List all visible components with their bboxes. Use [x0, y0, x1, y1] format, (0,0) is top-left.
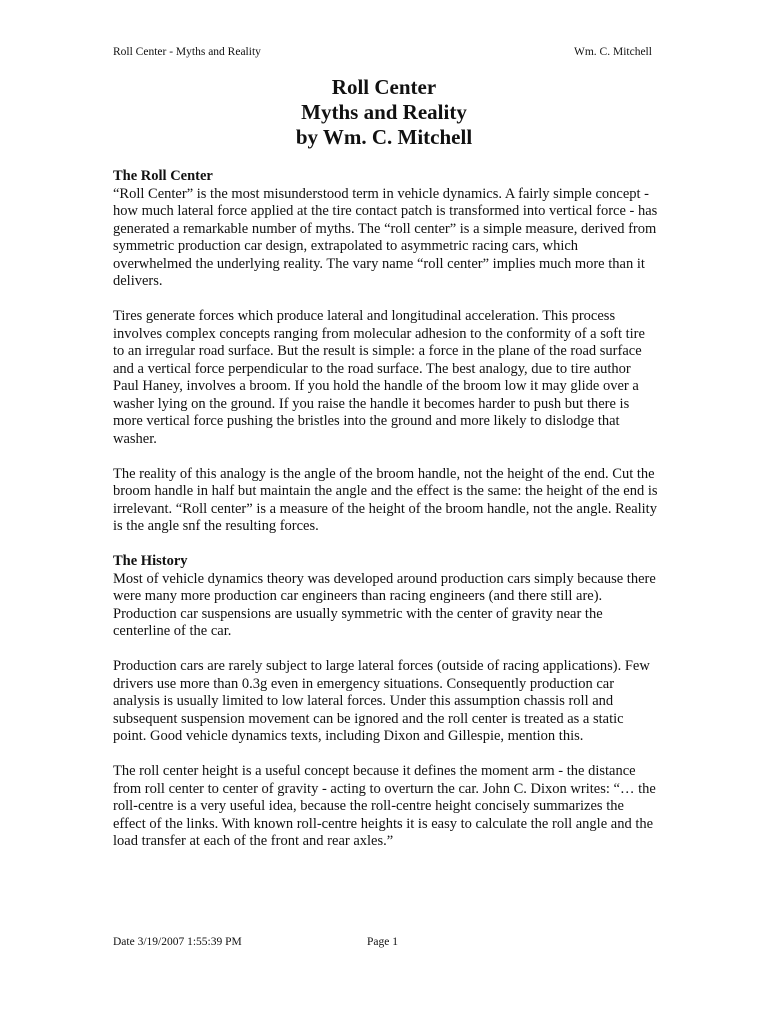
section-heading: The Roll Center: [113, 168, 213, 184]
paragraph: Most of vehicle dynamics theory was developed around production cars simply because there were many more production car engineers than racing engineers (and there still are). Production car suspensions are usually symmetric with the center of gravity near the centerline of the car.: [113, 570, 656, 639]
paragraph: Tires generate forces which produce lateral and longitudinal acceleration. This process involves complex concepts ranging from molecular adhesion to the conformity of a soft tire to an irregular road surface. But the result is simple: a force in the plane of the road surface and a vertical force perpendicular to the road surface. The best analogy, due to tire author Paul Haney, involves a broom. If you hold the handle of the broom low it may glide over a washer lying on the ground. If you raise the handle it becomes harder to push but there is more vertical force pushing the bristles into the ground and more likely to dislodge that washer.: [113, 308, 645, 447]
paragraph: Production cars are rarely subject to large lateral forces (outside of racing applications). Few drivers use more than 0.3g even in emergency situations. Consequently production car analysis is usually limited to low lateral forces. Under this assumption chassis roll and subsequent suspension movement can be ignored and the roll center is treated as a static point. Good vehicle dynamics texts, including Dixon and Gillespie, mention this.: [113, 658, 650, 744]
title-line-1: Roll Center: [331, 75, 437, 99]
paragraph: “Roll Center” is the most misunderstood term in vehicle dynamics. A fairly simple concept - how much lateral force applied at the tire contact patch is transformed into vertical force - has generated a remarkable number of myths. The “roll center” is a simple measure, derived from symmetric production car design, extrapolated to asymmetric racing cars, which overwhelmed the underlying reality. The vary name “roll center” implies much more than it delivers.: [113, 185, 658, 289]
running-header-author: Wm. C. Mitchell: [574, 46, 652, 58]
title-line-2: Myths and Reality: [301, 100, 467, 124]
section-history: [113, 553, 658, 851]
document-title: [0, 75, 768, 150]
footer-page-number: Page 1: [367, 936, 398, 948]
paragraph: The reality of this analogy is the angle of the broom handle, not the height of the end. Cut the broom handle in half but maintain the angle and the effect is the same: the height of the end is irrelevant. “Roll center” is a measure of the height of the broom handle, not the angle. Reality is the angle snf the resulting forces.: [113, 465, 658, 534]
document-body: [113, 168, 658, 868]
footer-date: Date 3/19/2007 1:55:39 PM: [113, 936, 242, 948]
title-line-3: by Wm. C. Mitchell: [295, 125, 473, 149]
running-header-title: Roll Center - Myths and Reality: [113, 46, 261, 58]
section-heading: The History: [113, 553, 188, 569]
paragraph: The roll center height is a useful concept because it defines the moment arm - the distance from roll center to center of gravity - acting to overturn the car. John C. Dixon writes: “… the roll-centre is a very useful idea, because the roll-centre height concisely summarizes the effect of the links. With known roll-centre heights it is easy to calculate the roll angle and the load transfer at each of the front and rear axles.”: [113, 763, 656, 849]
section-roll-center: [113, 168, 658, 536]
